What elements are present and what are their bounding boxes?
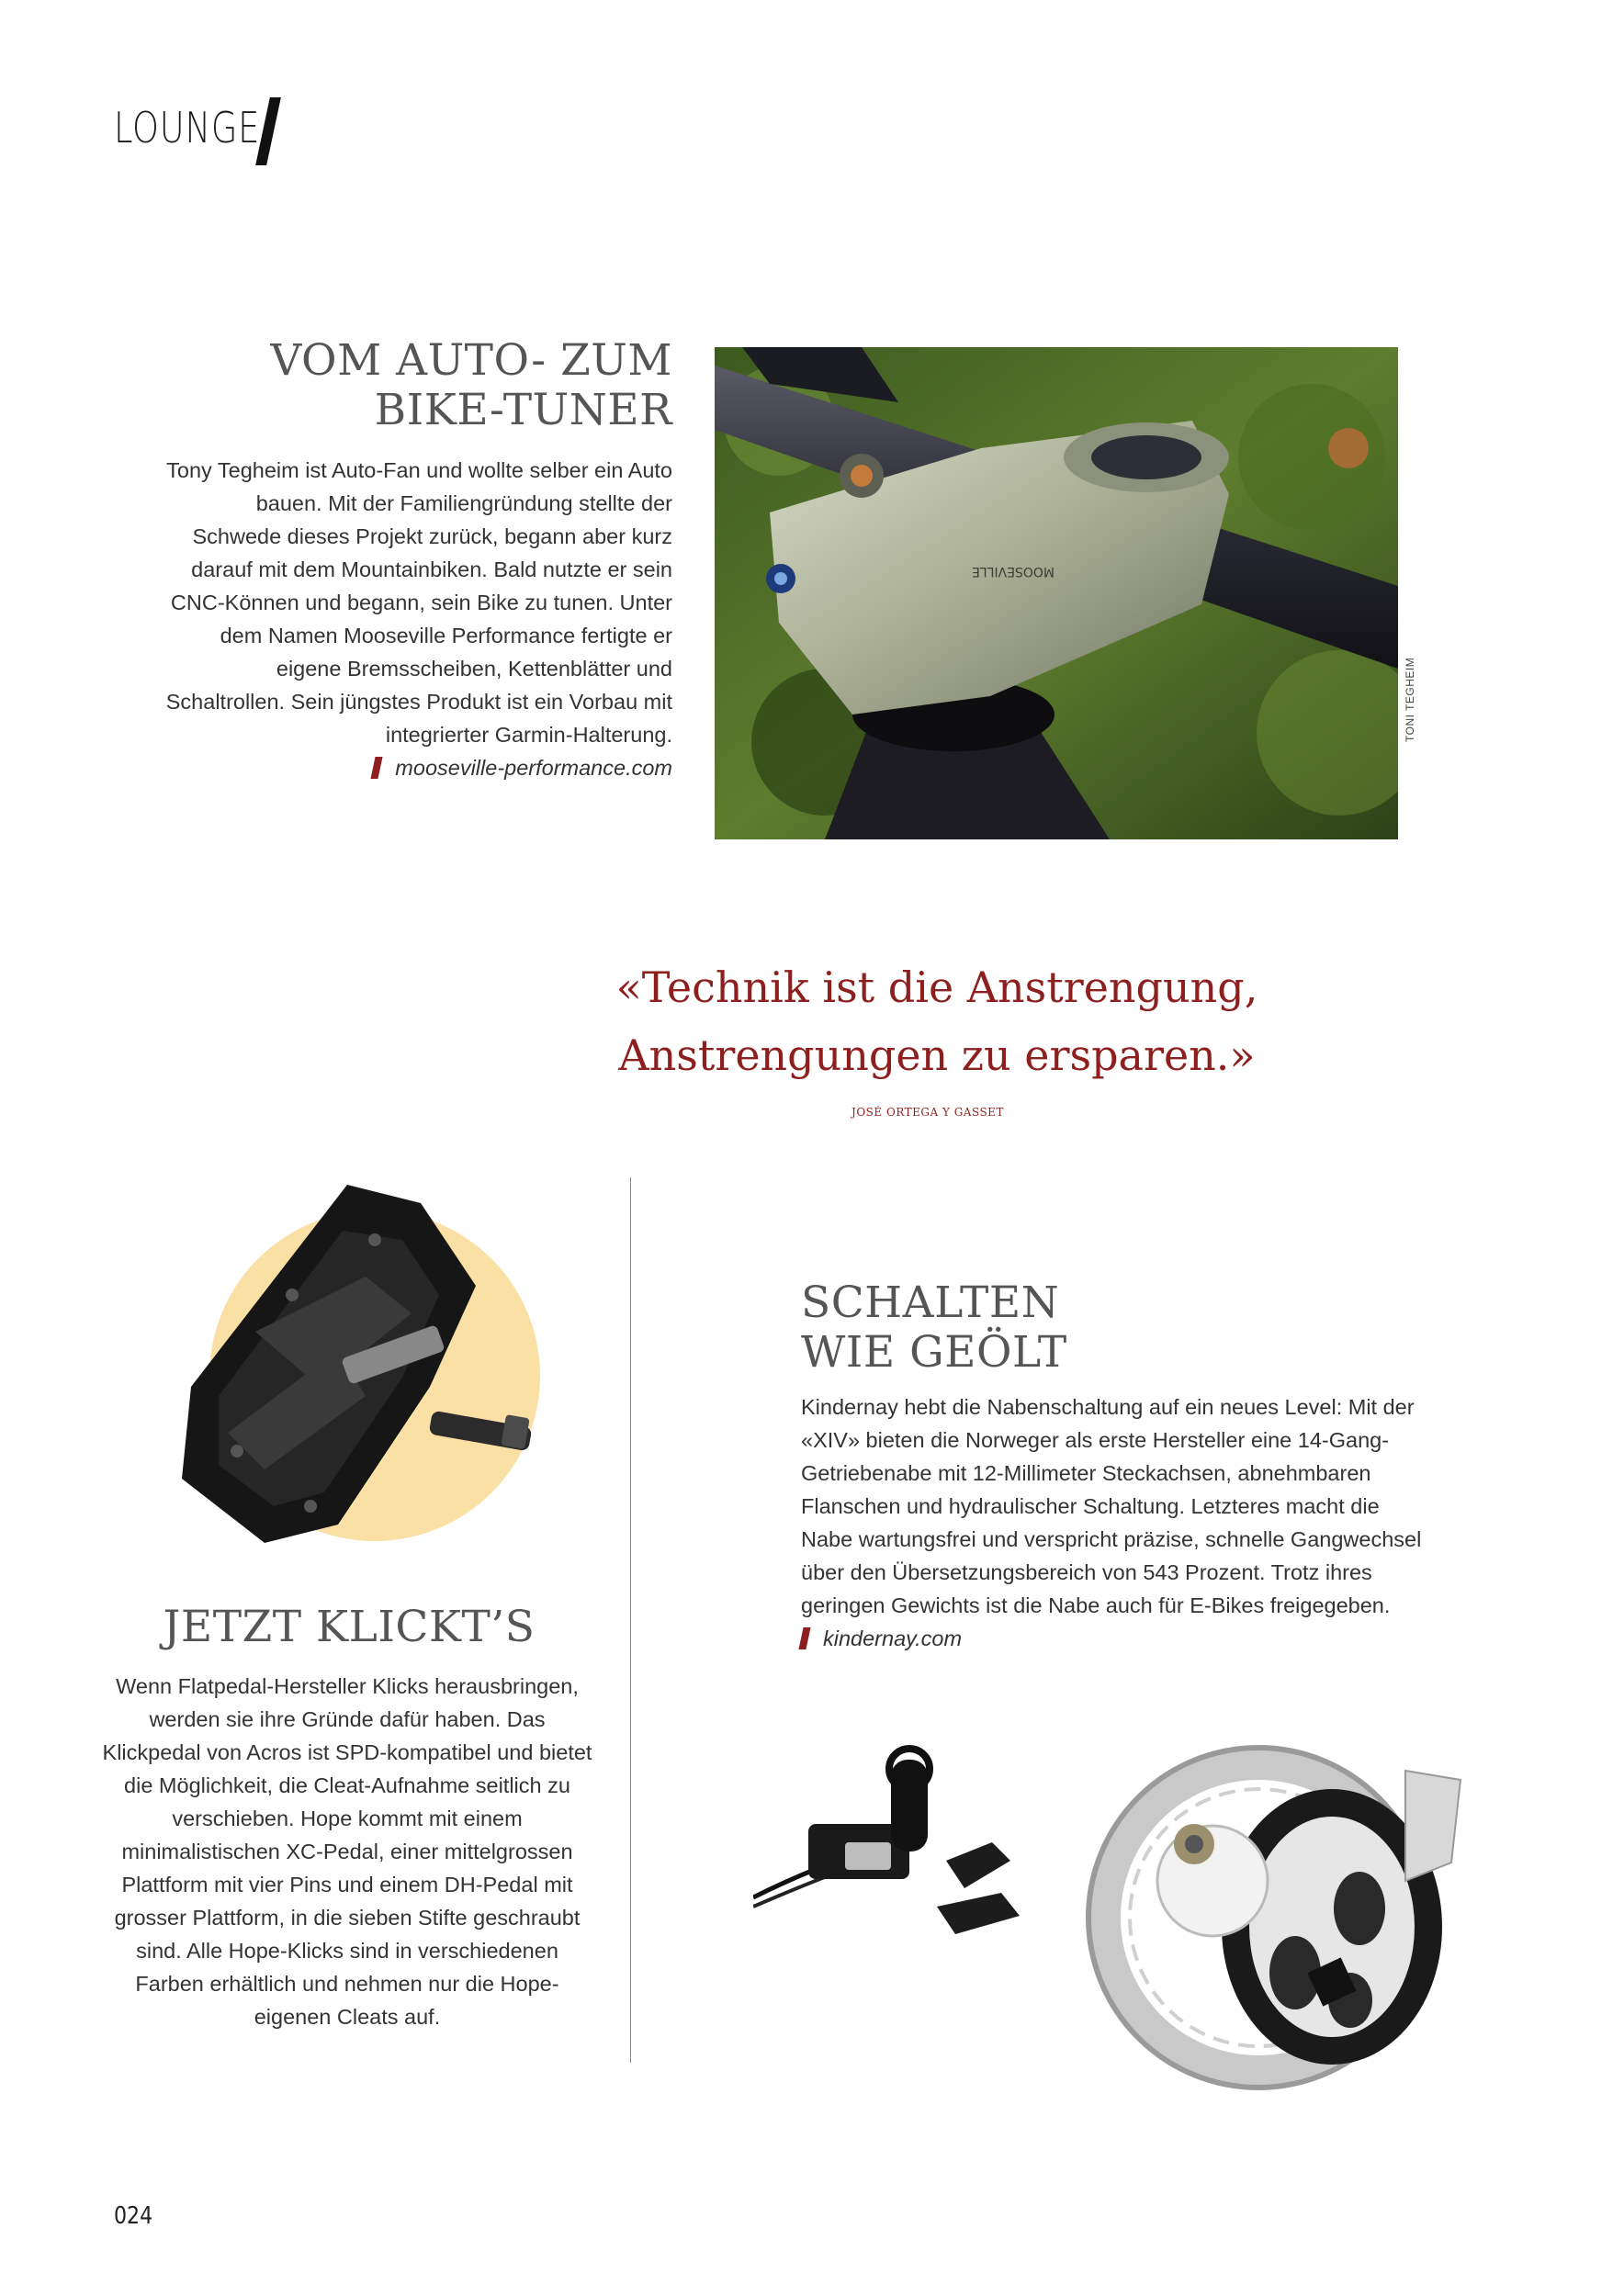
pull-quote xyxy=(478,953,1396,1089)
title-line-2: WIE GEÖLT xyxy=(801,1327,1067,1378)
photo-credit: TONI TEGHEIM xyxy=(1404,657,1416,742)
article-title-schalten xyxy=(801,1278,1352,1378)
column-divider xyxy=(630,1177,631,2063)
title-line-1: VOM AUTO- ZUM xyxy=(270,335,672,386)
article-body-auto-tuner: Tony Tegheim ist Auto-Fan und wollte selber ein Auto bauen. Mit der Familiengründung stellte der Schwede dieses Projekt zurück, begann aber kurz darauf mit dem Mountainbiken. Bald nutzte er sein CNC-Können und begann, sein Bike zu tunen. Unter dem Namen Mooseville Performance fertigte er eigene Bremsscheiben, Kettenblätter und Schaltrollen. Sein jüngstes Produkt ist ein Vorbau mit integrierter Garmin-Halterung. xyxy=(165,458,672,747)
quote-author: JOSÉ ORTEGA Y GASSET xyxy=(851,1106,1004,1119)
title-line-1: SCHALTEN xyxy=(801,1277,1060,1328)
page-number: 024 xyxy=(114,2202,153,2230)
article-body-schalten: Kindernay hebt die Nabenschaltung auf ein neues Level: Mit der «XIV» bieten die Norweger als erste Hersteller eine 14-Gang-Getriebenabe mit 12-Millimeter Steckachsen, abnehmbaren Flanschen und hydraulischer Schaltung. Letzteres macht die Nabe wartungsfrei und verspricht präzise, schnelle Gangwechsel über den Übersetzungsbereich von 543 Prozent. Trotz ihres geringen Gewichts ist die Nabe auch für E-Bikes freigegeben. xyxy=(801,1395,1422,1617)
article-title-auto-tuner xyxy=(165,336,672,435)
article-body-klickt: Wenn Flatpedal-Hersteller Klicks herausbringen, werden sie ihre Gründe dafür haben. Das Klickpedal von Acros ist SPD-kompatibel und bietet die Möglichkeit, die Cleat-Aufnahme seitlich zu verschieben. Hope kommt mit einem minimalistischen XC-Pedal, einer mittelgrossen Plattform mit vier Pins und einem DH-Pedal mit grosser Plattform, in die sieben Stifte geschraubt sind. Alle Hope-Klicks sind in verschiedenen Farben erhältlich und nehmen nur die Hope-eigenen Cleats auf. xyxy=(102,1674,592,2029)
pedal-image xyxy=(154,1176,540,1561)
stem-photo xyxy=(715,347,1398,839)
link-text[interactable]: mooseville-performance.com xyxy=(395,756,672,780)
link-text[interactable]: kindernay.com xyxy=(823,1626,963,1650)
svg-text:MOOSEVILLE: MOOSEVILLE xyxy=(971,564,1054,579)
link-marker-icon xyxy=(371,757,383,779)
quote-line-2: Anstrengungen zu ersparen.» xyxy=(618,1030,1256,1080)
section-label: LOUNGE xyxy=(114,103,261,152)
shifter-image xyxy=(753,1741,1047,1962)
link-marker-icon xyxy=(798,1627,810,1649)
article-link-auto-tuner[interactable] xyxy=(331,751,672,784)
article-link-schalten[interactable] xyxy=(801,1622,1168,1655)
title-line-2: BIKE-TUNER xyxy=(374,385,672,435)
hub-image xyxy=(1084,1697,1470,2101)
article-title-klickt: JETZT KLICKT’S xyxy=(163,1602,536,1652)
quote-line-1: «Technik ist die Anstrengung, xyxy=(615,962,1258,1012)
